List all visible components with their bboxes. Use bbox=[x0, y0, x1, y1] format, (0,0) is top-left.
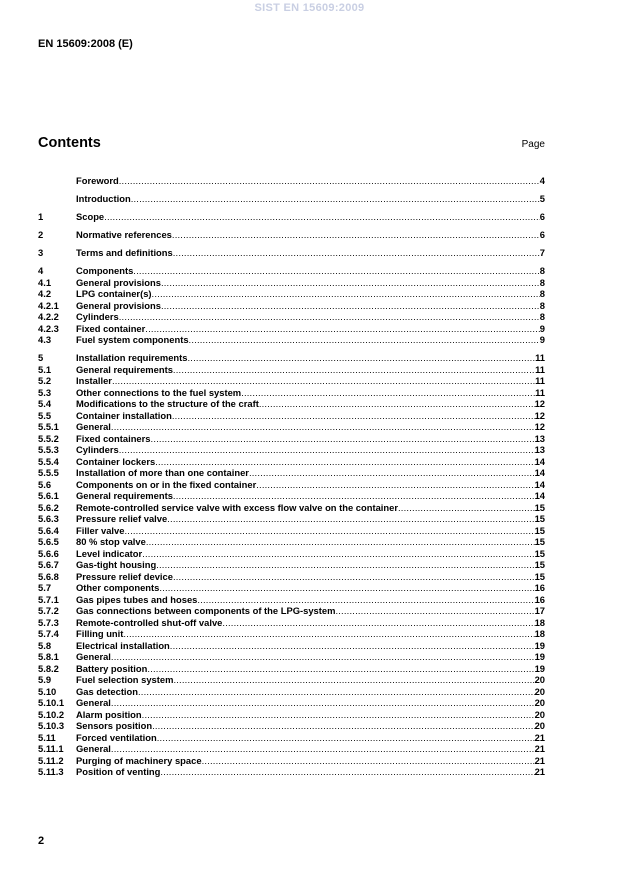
toc-entry-number: 5.11 bbox=[38, 731, 56, 743]
toc-entry-number: 5.5.4 bbox=[38, 455, 59, 467]
toc-entry-page: 12 bbox=[534, 409, 545, 421]
toc-entry-number: 5.10 bbox=[38, 685, 57, 697]
toc-entry[interactable] bbox=[38, 490, 545, 502]
toc-entry-page: 16 bbox=[534, 593, 545, 605]
toc-entry-number: 5.5 bbox=[38, 409, 52, 421]
toc-entry[interactable] bbox=[38, 640, 545, 652]
toc-dot-leader bbox=[112, 375, 535, 387]
toc-dot-leader bbox=[145, 323, 539, 335]
toc-entry[interactable] bbox=[38, 536, 545, 548]
toc-entry[interactable] bbox=[38, 444, 545, 456]
toc-entry-page: 6 bbox=[539, 229, 545, 240]
toc-entry-number: 5.6.8 bbox=[38, 570, 59, 582]
toc-dot-leader bbox=[187, 352, 535, 364]
toc-entry-title: Installer bbox=[76, 375, 112, 386]
toc-dot-leader bbox=[172, 410, 535, 422]
toc-entry[interactable] bbox=[38, 594, 545, 606]
toc-dot-leader bbox=[119, 175, 540, 187]
toc-dot-leader bbox=[159, 582, 534, 594]
toc-dot-leader bbox=[173, 571, 535, 583]
toc-entry-number: 5.6 bbox=[38, 478, 52, 490]
toc-entry[interactable] bbox=[38, 502, 545, 514]
toc-entry-title: Cylinders bbox=[76, 311, 119, 322]
toc-entry-number: 5.10.2 bbox=[38, 708, 65, 720]
toc-dot-leader bbox=[170, 640, 535, 652]
toc-dot-leader bbox=[142, 548, 534, 560]
toc-dot-leader bbox=[111, 697, 535, 709]
toc-entry-title: Remote-controlled shut-off valve bbox=[76, 616, 223, 628]
toc-entry-title: Components bbox=[76, 265, 134, 276]
toc-entry-page: 5 bbox=[539, 193, 545, 204]
toc-dot-leader bbox=[155, 456, 534, 468]
toc-dot-leader bbox=[398, 502, 535, 514]
toc-entry-page: 15 bbox=[534, 570, 545, 582]
toc-entry[interactable] bbox=[38, 559, 545, 571]
toc-dot-leader bbox=[249, 467, 535, 479]
toc-entry-number: 5.6.5 bbox=[38, 536, 59, 547]
toc-entry-number: 5.6.1 bbox=[38, 490, 59, 501]
toc-entry[interactable] bbox=[38, 766, 545, 778]
toc-entry-page: 12 bbox=[534, 421, 545, 432]
toc-entry-number: 5.6.4 bbox=[38, 524, 59, 536]
toc-entry[interactable] bbox=[38, 709, 545, 721]
toc-entry-title: Gas-tight housing bbox=[76, 559, 157, 570]
toc-entry[interactable] bbox=[38, 582, 545, 594]
toc-entry-title: Fixed container bbox=[76, 322, 146, 334]
toc-entry-title: Other components bbox=[76, 582, 160, 593]
toc-dot-leader bbox=[156, 559, 534, 571]
toc-entry-page: 16 bbox=[534, 582, 545, 593]
toc-entry[interactable] bbox=[38, 479, 545, 491]
toc-entry-title: Forced ventilation bbox=[76, 731, 157, 743]
toc-entry-page: 20 bbox=[534, 697, 545, 708]
toc-entry-number: 4.2.1 bbox=[38, 299, 59, 311]
toc-entry-page: 21 bbox=[534, 731, 545, 743]
toc-entry-title: Terms and definitions bbox=[76, 247, 173, 258]
toc-entry-title: Pressure relief device bbox=[76, 570, 173, 582]
toc-dot-leader bbox=[259, 398, 535, 410]
toc-entry-page: 19 bbox=[534, 639, 545, 651]
toc-entry[interactable] bbox=[38, 375, 545, 387]
page-column-label: Page bbox=[521, 139, 545, 150]
toc-entry[interactable] bbox=[38, 686, 545, 698]
toc-entry-page: 8 bbox=[539, 276, 545, 288]
toc-dot-leader bbox=[111, 743, 535, 755]
toc-entry-page: 11 bbox=[535, 352, 545, 363]
toc-entry[interactable] bbox=[38, 571, 545, 583]
toc-dot-leader bbox=[241, 387, 535, 399]
toc-entry-page: 13 bbox=[534, 432, 545, 444]
toc-entry-page: 18 bbox=[534, 616, 545, 628]
toc-entry-page: 14 bbox=[534, 490, 545, 501]
toc-entry-title: Installation requirements bbox=[76, 352, 188, 363]
toc-entry[interactable] bbox=[38, 398, 545, 410]
toc-entry-page: 14 bbox=[534, 455, 545, 467]
toc-entry-page: 17 bbox=[534, 605, 545, 616]
toc-entry-page: 19 bbox=[534, 651, 545, 662]
toc-entry[interactable] bbox=[38, 193, 545, 205]
toc-entry-page: 15 bbox=[534, 559, 545, 570]
table-of-contents bbox=[38, 175, 545, 778]
toc-entry-page: 15 bbox=[534, 513, 545, 524]
document-header: EN 15609:2008 (E) bbox=[38, 38, 133, 50]
toc-dot-leader bbox=[161, 277, 540, 289]
toc-entry-number: 5.1 bbox=[38, 363, 52, 375]
toc-entry-number: 4 bbox=[38, 265, 44, 276]
toc-entry-number: 5.7.1 bbox=[38, 593, 59, 605]
toc-entry-number: 1 bbox=[38, 211, 44, 222]
toc-entry-number: 5.5.2 bbox=[38, 432, 59, 444]
toc-entry-title: Normative references bbox=[76, 229, 172, 240]
toc-entry-title: Fuel system components bbox=[76, 334, 189, 345]
toc-entry-title: Filling unit bbox=[76, 628, 124, 639]
toc-entry-page: 20 bbox=[534, 708, 545, 720]
toc-entry-page: 9 bbox=[539, 334, 545, 345]
toc-entry-number: 5.5.5 bbox=[38, 467, 59, 478]
toc-entry[interactable] bbox=[38, 277, 545, 289]
toc-entry-number: 5 bbox=[38, 352, 44, 363]
toc-entry[interactable] bbox=[38, 605, 545, 617]
toc-entry-number: 5.5.3 bbox=[38, 444, 59, 455]
toc-entry-page: 11 bbox=[535, 375, 545, 386]
toc-entry-page: 6 bbox=[539, 211, 545, 222]
toc-entry-title: LPG container(s) bbox=[76, 288, 152, 299]
toc-entry-page: 7 bbox=[539, 247, 545, 258]
toc-entry-title: Fixed containers bbox=[76, 432, 151, 444]
toc-entry-number: 5.6.3 bbox=[38, 513, 59, 524]
toc-entry[interactable] bbox=[38, 755, 545, 767]
toc-entry-title: 80 % stop valve bbox=[76, 536, 146, 547]
toc-entry[interactable] bbox=[38, 456, 545, 468]
toc-entry-title: Introduction bbox=[76, 193, 131, 204]
toc-dot-leader bbox=[173, 490, 535, 502]
toc-entry-number: 5.8.2 bbox=[38, 662, 59, 674]
toc-entry-page: 15 bbox=[534, 524, 545, 536]
toc-entry-page: 21 bbox=[534, 754, 545, 766]
toc-entry-title: General requirements bbox=[76, 363, 173, 375]
toc-entry[interactable] bbox=[38, 732, 545, 744]
toc-dot-leader bbox=[138, 686, 535, 698]
toc-entry-page: 14 bbox=[534, 467, 545, 478]
toc-dot-leader bbox=[111, 421, 535, 433]
toc-entry-title: Remote-controlled service valve with excess flow valve on the container bbox=[76, 501, 398, 513]
toc-entry-page: 8 bbox=[539, 311, 545, 322]
toc-entry[interactable] bbox=[38, 421, 545, 433]
toc-entry-title: Fuel selection system bbox=[76, 674, 174, 685]
toc-dot-leader bbox=[335, 605, 534, 617]
toc-entry-title: Gas connections between components of the LPG-system bbox=[76, 605, 336, 616]
toc-entry-title: Other connections to the fuel system bbox=[76, 386, 242, 398]
watermark: SIST EN 15609:2009 bbox=[254, 2, 365, 14]
toc-dot-leader bbox=[160, 766, 534, 778]
toc-entry-number: 5.10.1 bbox=[38, 697, 65, 708]
toc-entry-number: 4.3 bbox=[38, 334, 52, 345]
contents-title: Contents bbox=[38, 135, 101, 151]
toc-entry-title: General provisions bbox=[76, 276, 161, 288]
toc-dot-leader bbox=[147, 663, 534, 675]
toc-entry-page: 8 bbox=[539, 288, 545, 299]
toc-dot-leader bbox=[161, 300, 540, 312]
toc-entry-number: 5.3 bbox=[38, 386, 52, 398]
toc-dot-leader bbox=[197, 594, 534, 606]
toc-entry-number: 5.6.7 bbox=[38, 559, 59, 570]
toc-entry-page: 15 bbox=[534, 536, 545, 547]
toc-entry-page: 21 bbox=[534, 743, 545, 754]
toc-entry-number: 5.8 bbox=[38, 639, 52, 651]
toc-entry-page: 8 bbox=[539, 265, 545, 276]
toc-entry[interactable] bbox=[38, 247, 545, 259]
toc-entry-number: 5.7.4 bbox=[38, 628, 59, 639]
toc-entry-title: Level indicator bbox=[76, 547, 143, 559]
toc-entry-title: General bbox=[76, 651, 111, 662]
page-number: 2 bbox=[38, 835, 45, 847]
toc-dot-leader bbox=[172, 229, 540, 241]
toc-entry-page: 8 bbox=[539, 299, 545, 311]
toc-entry-title: Gas detection bbox=[76, 685, 138, 697]
toc-entry[interactable] bbox=[38, 743, 545, 755]
toc-entry-number: 5.7.2 bbox=[38, 605, 59, 616]
toc-entry-number: 5.7.3 bbox=[38, 616, 59, 628]
toc-entry-title: Gas pipes tubes and hoses bbox=[76, 593, 198, 605]
toc-entry-title: Components on or in the fixed container bbox=[76, 478, 257, 490]
toc-dot-leader bbox=[152, 288, 540, 300]
toc-entry[interactable] bbox=[38, 720, 545, 732]
toc-entry-title: Container lockers bbox=[76, 455, 156, 467]
toc-entry-number: 5.4 bbox=[38, 398, 52, 409]
toc-entry-page: 20 bbox=[534, 685, 545, 697]
toc-dot-leader bbox=[131, 193, 540, 205]
toc-entry[interactable] bbox=[38, 548, 545, 560]
toc-entry[interactable] bbox=[38, 433, 545, 445]
toc-entry[interactable] bbox=[38, 323, 545, 335]
toc-dot-leader bbox=[119, 311, 540, 323]
toc-entry[interactable] bbox=[38, 364, 545, 376]
toc-entry-number: 5.8.1 bbox=[38, 651, 59, 662]
toc-entry[interactable] bbox=[38, 410, 545, 422]
toc-dot-leader bbox=[119, 444, 535, 456]
toc-entry-title: Electrical installation bbox=[76, 639, 170, 651]
toc-entry-title: Position of venting bbox=[76, 766, 161, 777]
toc-entry-page: 14 bbox=[534, 478, 545, 490]
toc-entry-page: 12 bbox=[534, 398, 545, 409]
toc-entry-number: 5.9 bbox=[38, 674, 52, 685]
toc-dot-leader bbox=[256, 479, 534, 491]
toc-dot-leader bbox=[133, 265, 539, 277]
toc-entry-title: Cylinders bbox=[76, 444, 119, 455]
toc-entry[interactable] bbox=[38, 674, 545, 686]
toc-entry[interactable] bbox=[38, 211, 545, 223]
toc-entry-page: 11 bbox=[535, 386, 545, 398]
toc-dot-leader bbox=[151, 433, 535, 445]
toc-entry-title: Container installation bbox=[76, 409, 172, 421]
toc-entry[interactable] bbox=[38, 334, 545, 346]
toc-entry[interactable] bbox=[38, 617, 545, 629]
toc-entry-title: Filler valve bbox=[76, 524, 125, 536]
toc-entry[interactable] bbox=[38, 525, 545, 537]
toc-dot-leader bbox=[142, 709, 535, 721]
toc-entry-title: Sensors position bbox=[76, 720, 153, 731]
toc-dot-leader bbox=[173, 247, 540, 259]
toc-entry[interactable] bbox=[38, 288, 545, 300]
toc-entry-title: Battery position bbox=[76, 662, 148, 674]
toc-entry-number: 3 bbox=[38, 247, 44, 258]
toc-entry[interactable] bbox=[38, 265, 545, 277]
toc-entry-number: 5.10.3 bbox=[38, 720, 65, 731]
toc-dot-leader bbox=[123, 628, 534, 640]
toc-entry-title: Foreword bbox=[76, 175, 119, 186]
toc-entry-page: 19 bbox=[534, 662, 545, 674]
toc-entry-title: General bbox=[76, 743, 111, 754]
toc-dot-leader bbox=[146, 536, 535, 548]
toc-dot-leader bbox=[124, 525, 534, 537]
toc-entry-number: 5.5.1 bbox=[38, 421, 59, 432]
toc-entry-title: General bbox=[76, 697, 111, 708]
toc-entry-title: General requirements bbox=[76, 490, 173, 501]
toc-entry-number: 5.6.2 bbox=[38, 501, 59, 513]
toc-entry-title: Alarm position bbox=[76, 708, 142, 720]
toc-entry[interactable] bbox=[38, 663, 545, 675]
toc-entry-title: Modifications to the structure of the craft bbox=[76, 398, 259, 409]
toc-entry[interactable] bbox=[38, 229, 545, 241]
toc-dot-leader bbox=[152, 720, 535, 732]
toc-entry-title: Purging of machinery space bbox=[76, 754, 202, 766]
toc-dot-leader bbox=[111, 651, 535, 663]
toc-entry[interactable] bbox=[38, 513, 545, 525]
toc-entry-page: 15 bbox=[534, 501, 545, 513]
toc-entry[interactable] bbox=[38, 467, 545, 479]
toc-entry-page: 21 bbox=[534, 766, 545, 777]
toc-dot-leader bbox=[189, 334, 540, 346]
toc-entry[interactable] bbox=[38, 300, 545, 312]
toc-entry-page: 18 bbox=[534, 628, 545, 639]
toc-entry[interactable] bbox=[38, 387, 545, 399]
toc-dot-leader bbox=[167, 513, 534, 525]
toc-entry-page: 20 bbox=[534, 720, 545, 731]
toc-entry-title: Installation of more than one container bbox=[76, 467, 249, 478]
toc-entry[interactable] bbox=[38, 311, 545, 323]
toc-entry-number: 4.2.3 bbox=[38, 322, 59, 334]
toc-dot-leader bbox=[173, 674, 534, 686]
toc-entry-title: General bbox=[76, 421, 111, 432]
toc-dot-leader bbox=[173, 364, 535, 376]
toc-entry-number: 5.11.2 bbox=[38, 754, 64, 766]
toc-entry-page: 13 bbox=[534, 444, 545, 455]
toc-dot-leader bbox=[222, 617, 534, 629]
toc-entry-number: 5.2 bbox=[38, 375, 52, 386]
toc-entry[interactable] bbox=[38, 352, 545, 364]
toc-entry[interactable] bbox=[38, 697, 545, 709]
toc-dot-leader bbox=[104, 211, 540, 223]
toc-entry-page: 11 bbox=[535, 363, 545, 375]
toc-entry-number: 4.1 bbox=[38, 276, 52, 288]
toc-entry[interactable] bbox=[38, 175, 545, 187]
toc-entry-number: 5.11.1 bbox=[38, 743, 64, 754]
toc-entry[interactable] bbox=[38, 651, 545, 663]
toc-entry[interactable] bbox=[38, 628, 545, 640]
toc-entry-number: 2 bbox=[38, 229, 44, 240]
toc-entry-title: General provisions bbox=[76, 299, 161, 311]
toc-entry-number: 5.11.3 bbox=[38, 766, 64, 777]
toc-entry-number: 5.7 bbox=[38, 582, 52, 593]
toc-dot-leader bbox=[202, 755, 535, 767]
toc-entry-number: 5.6.6 bbox=[38, 547, 59, 559]
toc-dot-leader bbox=[157, 732, 535, 744]
toc-entry-number: 4.2.2 bbox=[38, 311, 59, 322]
toc-entry-title: Scope bbox=[76, 211, 105, 222]
toc-entry-page: 20 bbox=[534, 674, 545, 685]
toc-entry-page: 4 bbox=[539, 175, 545, 186]
toc-entry-number: 4.2 bbox=[38, 288, 52, 299]
toc-entry-page: 9 bbox=[539, 322, 545, 334]
toc-entry-page: 15 bbox=[534, 547, 545, 559]
toc-entry-title: Pressure relief valve bbox=[76, 513, 168, 524]
